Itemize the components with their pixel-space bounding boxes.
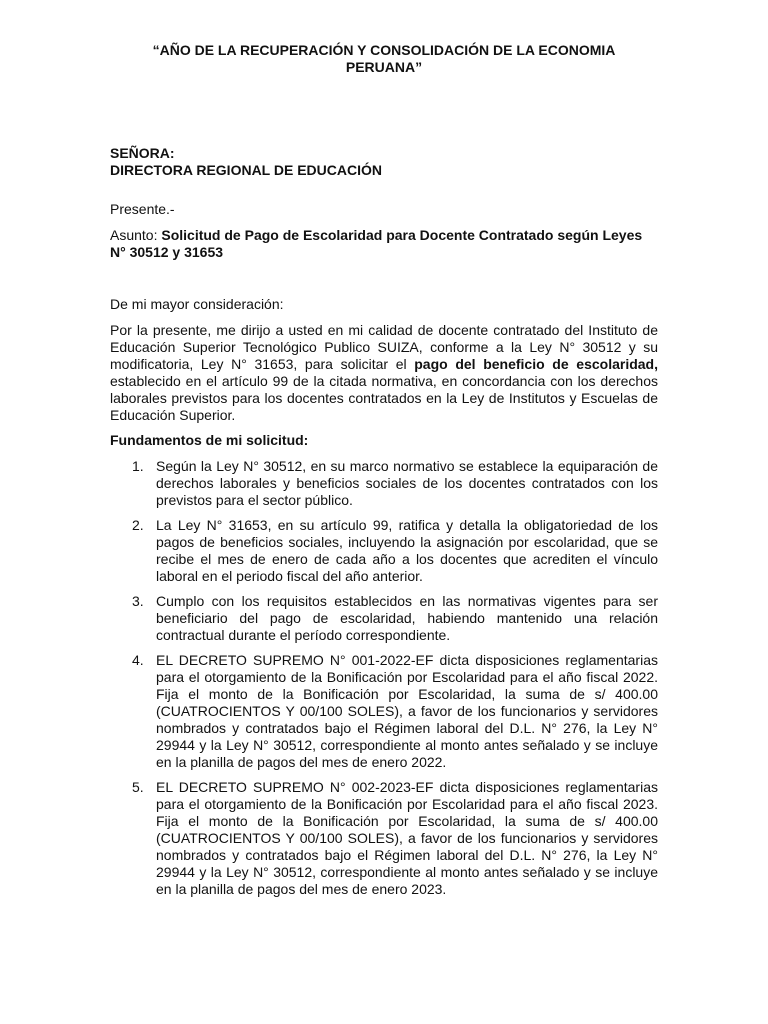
list-item-number: 4. (132, 652, 144, 668)
list-item-number: 3. (132, 593, 144, 609)
list-item-text: EL DECRETO SUPREMO N° 001-2022-EF dicta disposiciones reglamentarias para el otorgamiento de la Bonificación por Escolaridad para el año fiscal 2022. Fija el monto de la Bonificación por Escolaridad, la suma de s/ 400.00 (CUATROCIENTOS Y 00/100 SOLES), a favor de los funcionarios y servidores nombrados y contratados bajo el Régimen laboral del D.L. N° 276, la Ley N° 29944 y la Ley N° 30512, correspondiente al monto antes señalado y se incluye en la planilla de pagos del mes de enero 2022. (156, 652, 658, 770)
subject-label: Asunto: (110, 227, 162, 243)
fundamentos-list (110, 458, 658, 906)
addressee (110, 145, 658, 179)
greeting: De mi mayor consideración: (110, 296, 284, 312)
list-item (110, 517, 658, 585)
list-item-number: 5. (132, 779, 144, 795)
addressee-title: DIRECTORA REGIONAL DE EDUCACIÓN (110, 162, 382, 178)
list-item (110, 652, 658, 771)
document-heading (110, 42, 658, 76)
section-title: Fundamentos de mi solicitud: (110, 432, 309, 448)
list-item-text: La Ley N° 31653, en su artículo 99, ratifica y detalla la obligatoriedad de los pagos de beneficios sociales, incluyendo la asignación por escolaridad, que se recibe el mes de enero de cada año a los docentes que acrediten el vínculo laboral en el periodo fiscal del año anterior. (156, 517, 658, 584)
list-item-text: Según la Ley N° 30512, en su marco normativo se establece la equiparación de derechos laborales y beneficios sociales de los docentes contratados con los previstos para el sector público. (156, 458, 658, 508)
heading-line-2: PERUANA” (345, 59, 423, 75)
list-item-number: 2. (132, 517, 144, 533)
list-item-number: 1. (132, 458, 144, 474)
subject-line (110, 227, 658, 261)
list-item-text: Cumplo con los requisitos establecidos en las normativas vigentes para ser beneficiario del pago de escolaridad, habiendo mantenido una relación contractual durante el período correspondiente. (156, 593, 658, 643)
intro-paragraph (110, 322, 658, 424)
list-item (110, 593, 658, 644)
list-item (110, 458, 658, 509)
list-item (110, 779, 658, 898)
intro-part-1: Por la presente, me dirijo a usted en mi calidad de docente contratado del Instituto de Educación Superior Tecnológico Publico SUIZA, conforme a la Ley N° 30512 y su modificatoria, Ley N° 31653, para solicitar el (110, 322, 658, 372)
subject-text: Solicitud de Pago de Escolaridad para Docente Contratado según Leyes N° 30512 y 31653 (110, 227, 643, 260)
heading-line-1: “AÑO DE LA RECUPERACIÓN Y CONSOLIDACIÓN DE LA ECONOMIA (152, 42, 616, 58)
addressee-salutation: SEÑORA: (110, 145, 175, 161)
presente-line: Presente.- (110, 201, 175, 217)
intro-part-2: establecido en el artículo 99 de la citada normativa, en concordancia con los derechos laborales previstos para los docentes contratados en la Ley de Institutos y Escuelas de Educación Superior. (110, 373, 658, 423)
intro-bold: pago del beneficio de escolaridad, (414, 356, 658, 372)
list-item-text: EL DECRETO SUPREMO N° 002-2023-EF dicta disposiciones reglamentarias para el otorgamiento de la Bonificación por Escolaridad para el año fiscal 2023. Fija el monto de la Bonificación por Escolaridad, la suma de s/ 400.00 (CUATROCIENTOS Y 00/100 SOLES), a favor de los funcionarios y servidores nombrados y contratados bajo el Régimen laboral del D.L. N° 276, la Ley N° 29944 y la Ley N° 30512, correspondiente al monto antes señalado y se incluye en la planilla de pagos del mes de enero 2023. (156, 779, 658, 897)
